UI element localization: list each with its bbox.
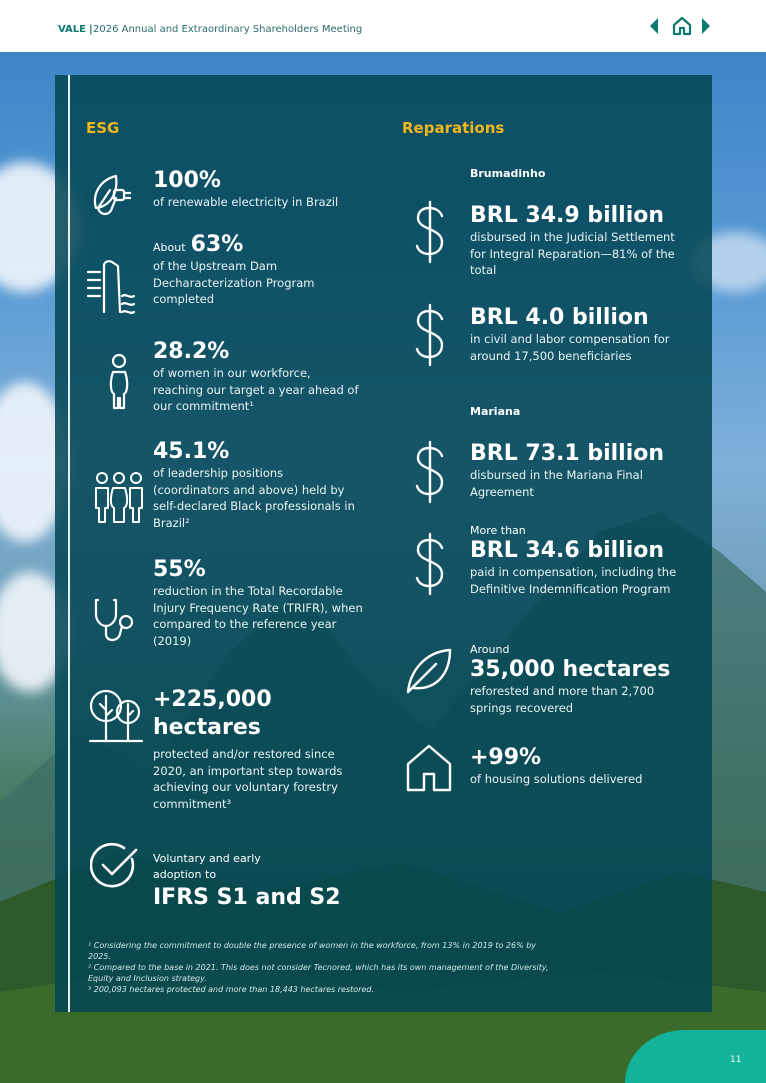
esg-item-renewable [153,168,363,211]
reparation-item [470,745,690,788]
reparation-item [470,441,690,500]
nav-home-button[interactable] [671,14,693,38]
esg-desc: of renewable electricity in Brazil [153,195,339,209]
leaf-plug-icon [90,172,136,220]
brand-logo: VALE | [58,24,93,35]
nav-next-button[interactable] [700,14,712,38]
esg-prefix: About [153,241,186,254]
esg-item-leadership [153,439,363,531]
reparation-item [470,203,690,279]
reparation-item [470,643,690,716]
dollar-icon [412,532,448,596]
reparation-desc: paid in compensation, including the Definitive Indemnification Program [470,565,677,596]
group-label-brumadinho: Brumadinho [470,167,546,180]
document-title: 2026 Annual and Extraordinary Shareholders Meeting [93,24,363,35]
group-label-mariana: Mariana [470,405,521,418]
reparation-prefix: Around [470,643,510,656]
esg-desc: of the Upstream Dam Decharacterization Program completed [153,259,315,306]
home-icon [671,15,693,37]
reparation-item [470,305,690,364]
esg-item-hectares [153,686,368,812]
footnote-3: ³ 200,093 hectares protected and more than 18,443 hectares restored. [88,985,375,994]
dam-icon [86,258,138,314]
stethoscope-icon [92,596,142,646]
dollar-icon [412,303,448,367]
esg-value: 63% [190,232,244,257]
esg-item-trifr [153,557,363,649]
check-circle-icon [90,841,140,891]
reparation-desc: in civil and labor compensation for around 17,500 beneficiaries [470,332,670,363]
esg-value: 28.2% [153,339,230,364]
top-bar [0,0,766,52]
reparation-item [470,524,690,597]
reparation-value: +99% [470,745,542,770]
esg-desc: protected and/or restored since 2020, an important step towards achieving our voluntary forestry commitment³ [153,747,343,811]
reparation-value: BRL 34.9 billion [470,203,665,228]
esg-item-dam [153,232,363,308]
trees-icon [88,686,144,744]
esg-value: 100% [153,168,221,193]
woman-icon [104,352,134,412]
esg-value: IFRS S1 and S2 [153,885,341,910]
esg-desc: reduction in the Total Recordable Injury Frequency Rate (TRIFR), when compared to the reference year (2019) [153,584,363,648]
footnote-2: ² Compared to the base in 2021. This does not consider Tecnored, which has its own management of the Diversity, Equity and Inclusion strategy. [88,963,549,983]
esg-value: 45.1% [153,439,230,464]
esg-value: 55% [153,557,206,582]
esg-heading: ESG [86,119,120,137]
reparation-desc: of housing solutions delivered [470,772,643,786]
dollar-icon [412,200,448,264]
chevron-left-icon [648,17,660,35]
group-icon [94,472,144,526]
reparation-value: 35,000 hectares [470,657,671,682]
reparation-value: BRL 73.1 billion [470,441,665,466]
reparation-prefix: More than [470,524,526,537]
footnotes [88,940,558,995]
esg-desc: of leadership positions (coordinators and above) held by self-declared Black professionals in Brazil² [153,466,355,530]
esg-item-women [153,339,363,415]
reparation-desc: disbursed in the Mariana Final Agreement [470,468,643,499]
chevron-right-icon [700,17,712,35]
reparations-heading: Reparations [402,119,505,137]
house-icon [404,742,454,794]
esg-prefix: Voluntary and early adoption to [153,852,261,881]
nav-prev-button[interactable] [648,14,660,38]
reparation-desc: reforested and more than 2,700 springs recovered [470,684,655,715]
esg-value: +225,000 hectares [153,687,272,740]
esg-item-ifrs [153,851,353,911]
esg-desc: of women in our workforce, reaching our target a year ahead of our commitment¹ [153,366,359,413]
reparation-desc: disbursed in the Judicial Settlement for Integral Reparation—81% of the total [470,230,675,277]
footnote-1: ¹ Considering the commitment to double the presence of women in the workforce, from 13% in 2019 to 26% by 2025. [88,941,537,961]
panel-divider-line [68,75,70,1012]
page-number: 11 [730,1055,742,1065]
reparation-value: BRL 4.0 billion [470,305,649,330]
dollar-icon [412,440,448,504]
leaf-icon [404,646,454,696]
reparation-value: BRL 34.6 billion [470,538,665,563]
